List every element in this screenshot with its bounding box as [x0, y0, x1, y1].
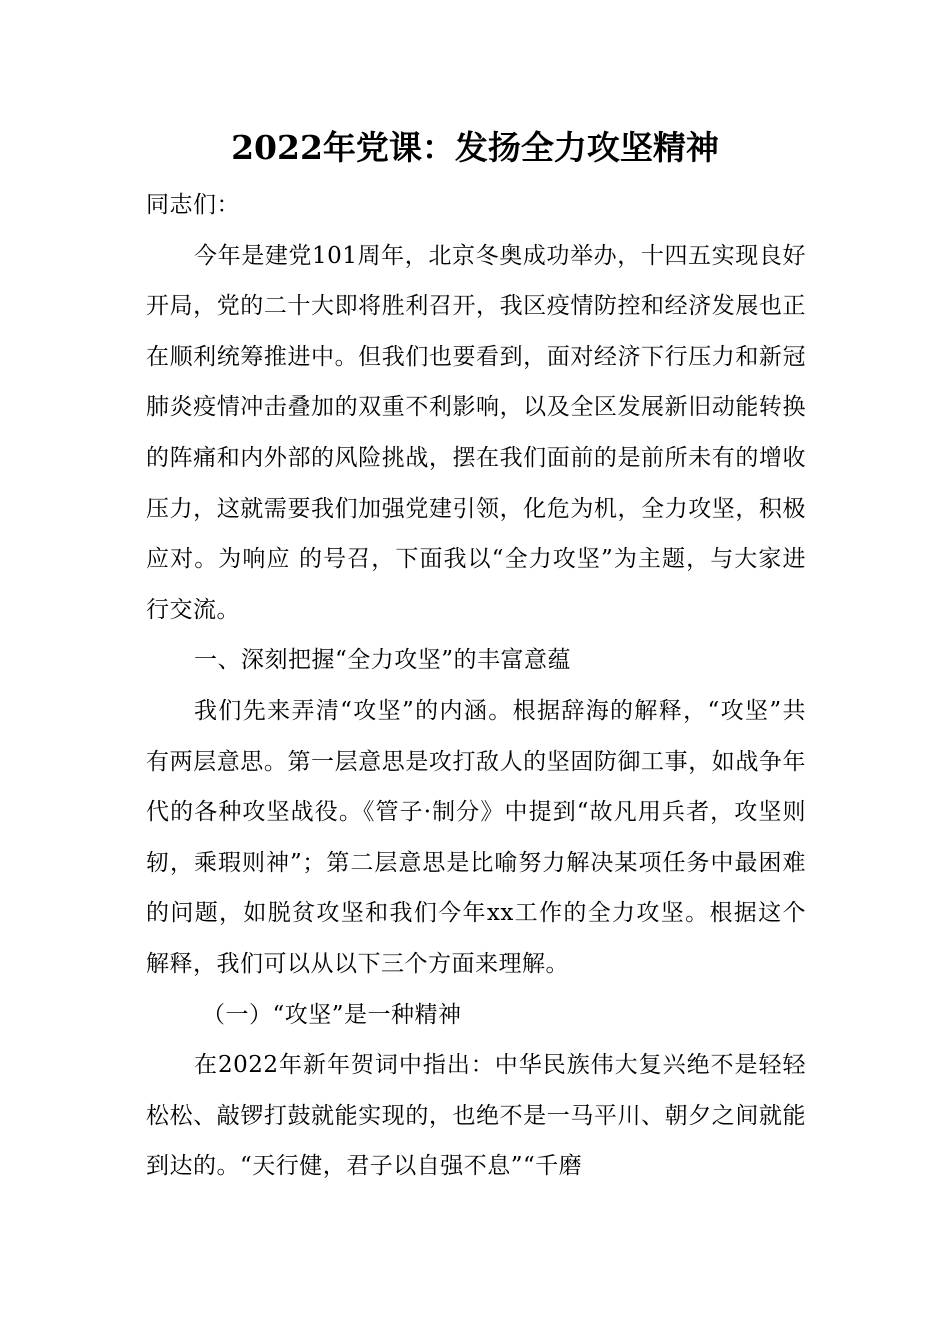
paragraph-intro: 今年是建党101周年，北京冬奥成功举办，十四五实现良好开局，党的二十大即将胜利召开，我区疫情防控和经济发展也正在顺利统筹推进中。但我们也要看到，面对经济下行压力和新冠肺炎疫情冲击叠加的双重不利影响，以及全区发展新旧动能转换的阵痛和内外部的风险挑战，摆在我们面前的是前所未有的增收压力，这就需要我们加强党建引领，化危为机，全力攻坚，积极应对。为响应 的号召，下面我以“全力攻坚”为主题，与大家进行交流。: [146, 242, 806, 623]
paragraph-gongjian-meaning: 我们先来弄清“攻坚”的内涵。根据辞海的解释，“攻坚”共有两层意思。第一层意思是攻打敌人的坚固防御工事，如战争年代的各种攻坚战役。《管子·制分》中提到“故凡用兵者，攻坚则轫，乘瑕则神”；第二层意思是比喻努力解决某项任务中最困难的问题，如脱贫攻坚和我们今年xx工作的全力攻坚。根据这个解释，我们可以从以下三个方面来理解。: [146, 697, 806, 977]
salutation: 同志们：: [146, 192, 240, 218]
paragraph-new-year-speech: 在2022年新年贺词中指出：中华民族伟大复兴绝不是轻轻松松、敲锣打鼓就能实现的，也绝不是一马平川、朝夕之间就能到达的。“天行健，君子以自强不息”“千磨: [146, 1052, 806, 1180]
subsection-heading-1: （一）“攻坚”是一种精神: [202, 1001, 462, 1028]
section-heading-1: 一、深刻把握“全力攻坚”的丰富意蕴: [194, 647, 572, 674]
document-body: [146, 180, 806, 1192]
document-title: 2022年党课：发扬全力攻坚精神: [231, 128, 719, 167]
